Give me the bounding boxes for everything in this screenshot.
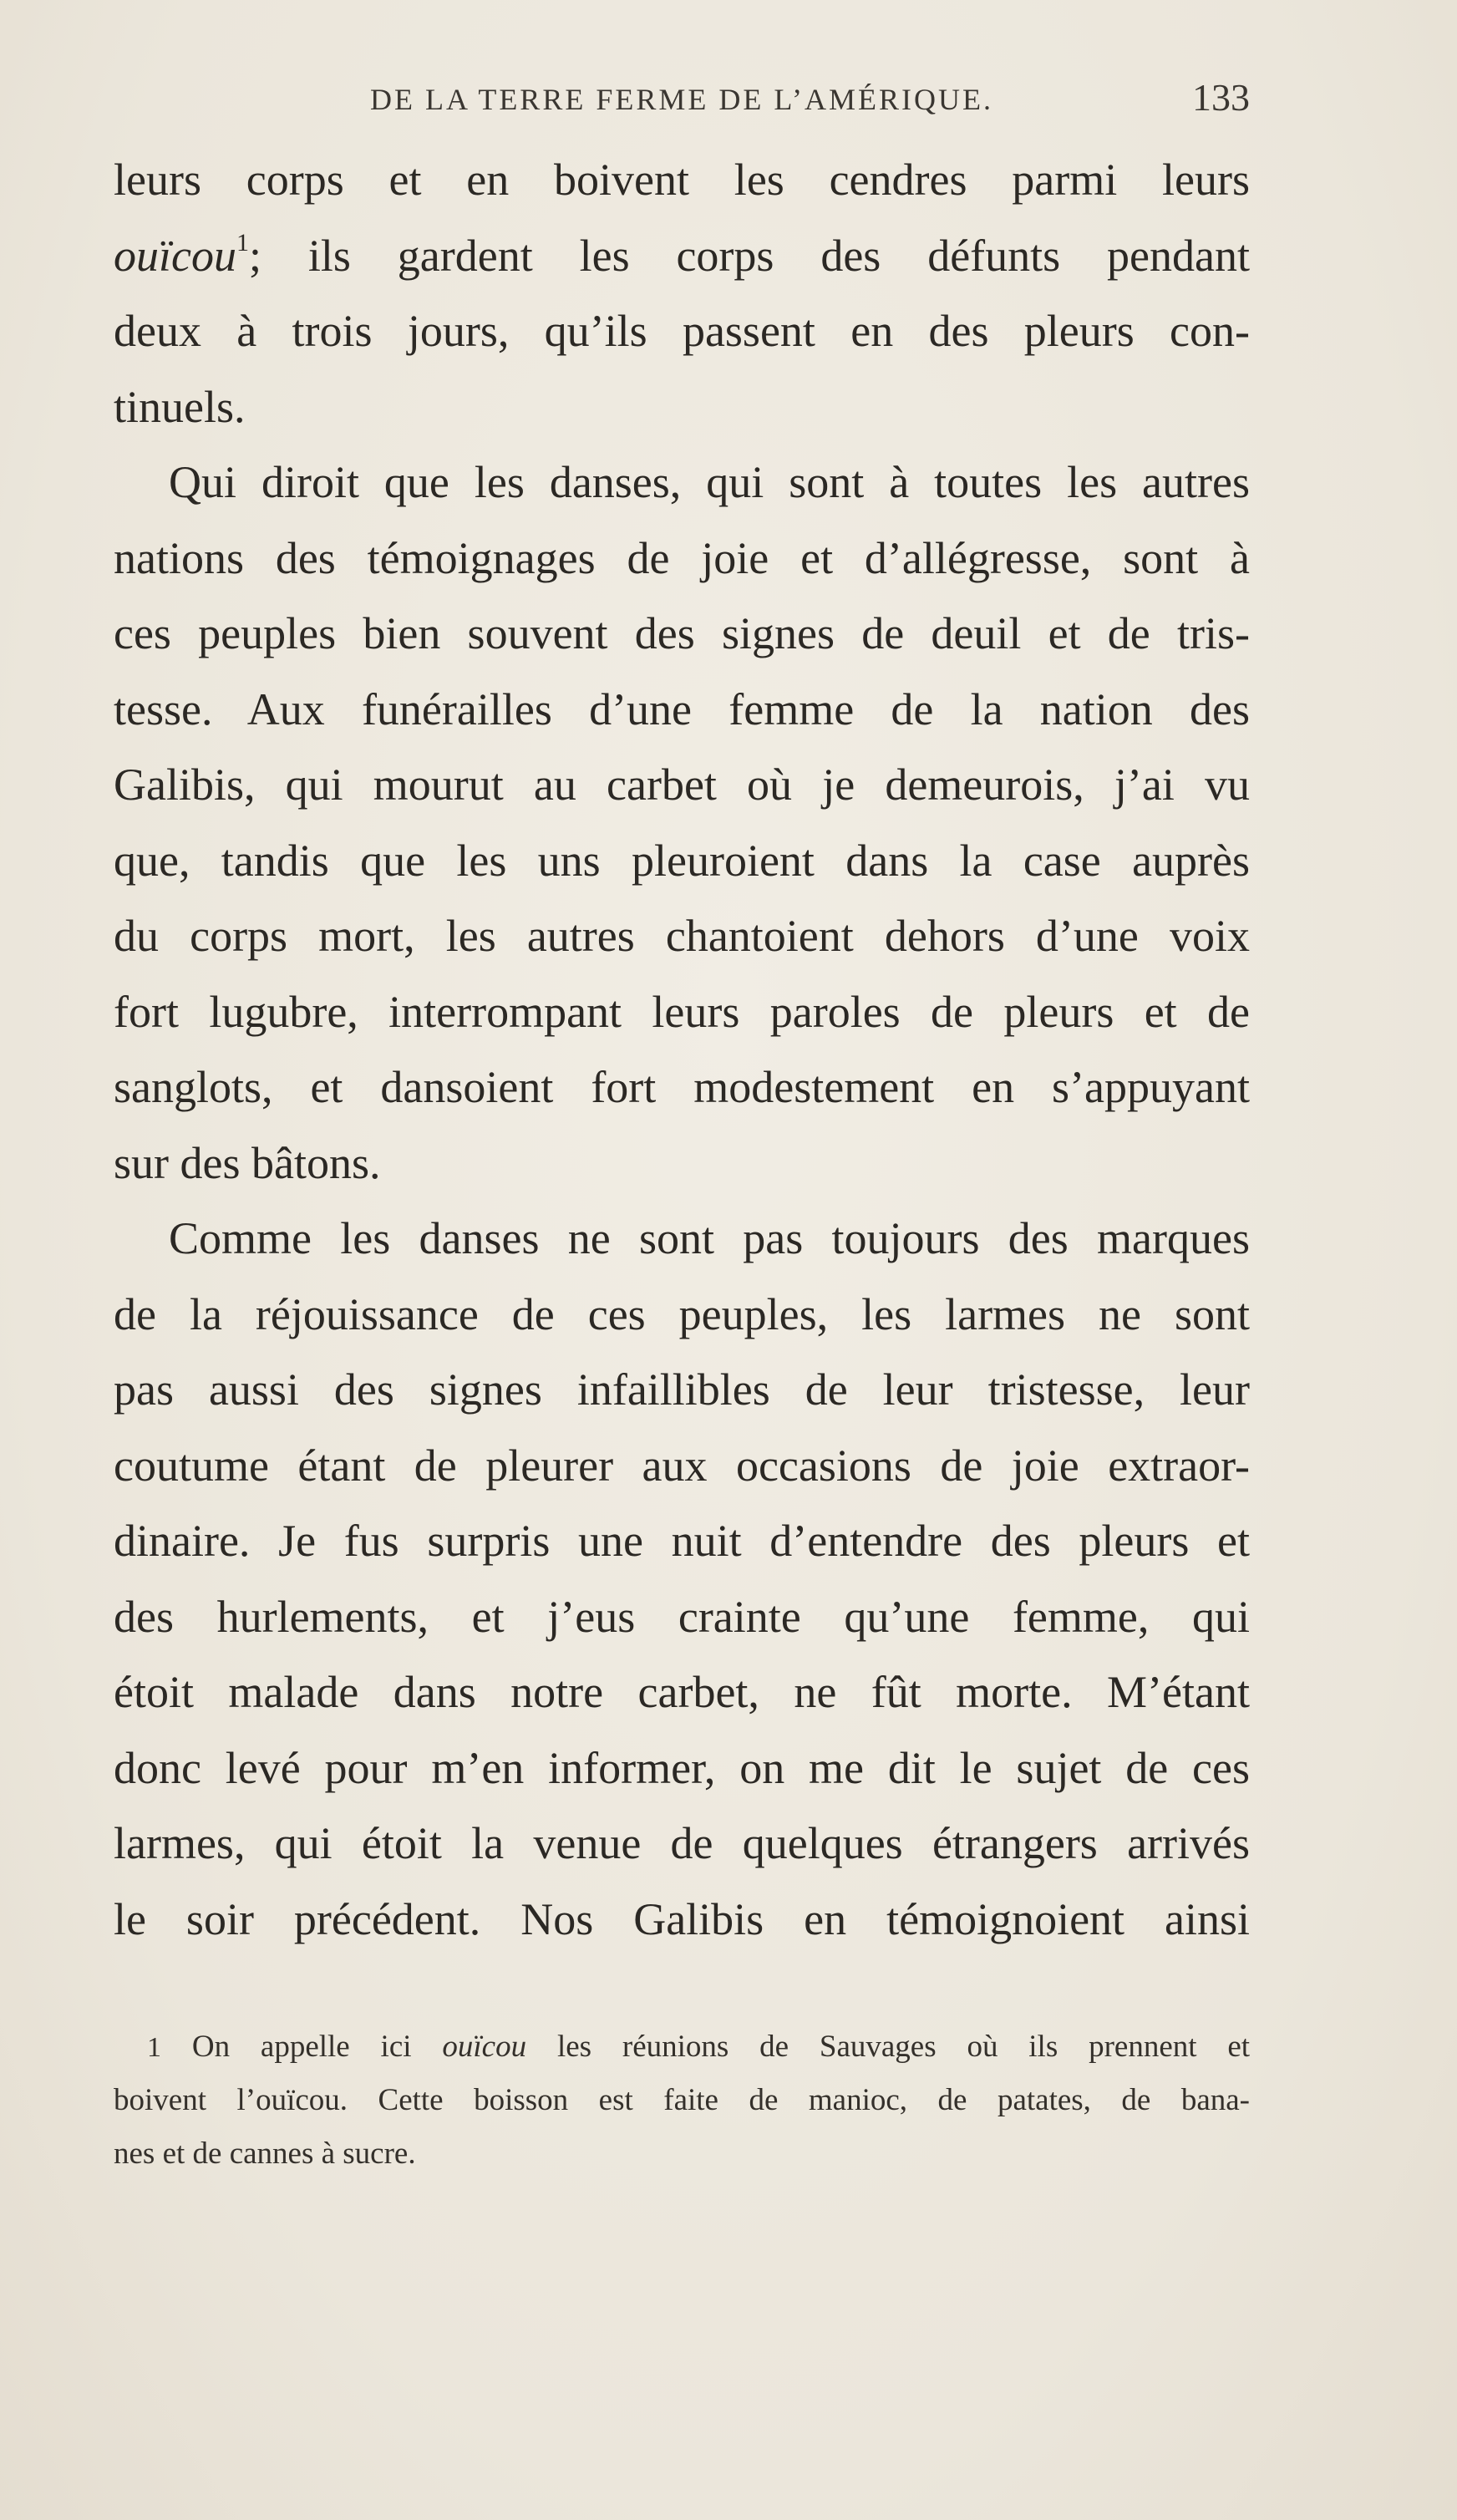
text-line: que, tandis que les uns pleuroient dans la case auprès xyxy=(114,835,1250,886)
text-line: sanglots, et dansoient fort modestement en s’appuyant xyxy=(114,1062,1250,1112)
text-line: tinuels. xyxy=(114,381,246,432)
footnote-line: nes et de cannes à sucre. xyxy=(114,2136,416,2171)
footnote-ref: 1 xyxy=(236,228,249,257)
text-line: Comme les danses ne sont pas toujours des marques xyxy=(169,1213,1250,1263)
text-line: des hurlements, et j’eus crainte qu’une femme, qui xyxy=(114,1591,1250,1642)
text-segment: les réunions de Sauvages où ils prennent et xyxy=(556,2030,1251,2064)
text-line: dinaire. Je fus surpris une nuit d’entendre des pleurs et xyxy=(114,1516,1250,1566)
text-line: de la réjouissance de ces peuples, les larmes ne sont xyxy=(114,1288,1250,1339)
footnote-number: 1 xyxy=(147,2032,161,2063)
footnotes xyxy=(114,2020,1250,2181)
running-head xyxy=(114,74,1250,124)
text-line: tesse. Aux funérailles d’une femme de la nation des xyxy=(114,683,1250,734)
text-line xyxy=(114,218,1250,294)
text-line: donc levé pour m’en informer, on me dit le sujet de ces xyxy=(114,1742,1250,1793)
text-segment: ; ils gardent les corps des défunts pendant xyxy=(248,230,1250,281)
footnote-line: boivent l’ouïcou. Cette boisson est faite de manioc, de patates, de bana- xyxy=(114,2083,1250,2117)
text-line: Qui diroit que les danses, qui sont à toutes les autres xyxy=(169,457,1250,507)
page-number: 133 xyxy=(1192,76,1250,119)
text-line: ces peuples bien souvent des signes de deuil et de tris- xyxy=(114,608,1250,658)
text-line: coutume étant de pleurer aux occasions de joie extraor- xyxy=(114,1440,1250,1491)
text-line: larmes, qui étoit la venue de quelques étrangers arrivés xyxy=(114,1818,1250,1868)
text-line: pas aussi des signes infaillibles de leur tristesse, leur xyxy=(114,1364,1250,1415)
text-line: nations des témoignages de joie et d’allégresse, sont à xyxy=(114,532,1250,583)
footnote-line xyxy=(114,2020,1250,2074)
italic-term: ouïcou xyxy=(114,230,236,281)
text-line: le soir précédent. Nos Galibis en témoignoient ainsi xyxy=(114,1893,1250,1944)
text-line: fort lugubre, interrompant leurs paroles de pleurs et de xyxy=(114,986,1250,1037)
text-line: leurs corps et en boivent les cendres parmi leurs xyxy=(114,155,1250,205)
text-line: deux à trois jours, qu’ils passent en des pleurs con- xyxy=(114,306,1250,356)
body-text xyxy=(114,142,1250,1957)
text-line: étoit malade dans notre carbet, ne fût morte. M’étant xyxy=(114,1667,1250,1717)
running-title: DE LA TERRE FERME DE L’AMÉRIQUE. xyxy=(369,83,993,116)
text-line: Galibis, qui mourut au carbet où je demeurois, j’ai vu xyxy=(114,760,1250,810)
text-segment: On appelle ici xyxy=(191,2030,412,2064)
text-line: du corps mort, les autres chantoient dehors d’une voix xyxy=(114,911,1250,961)
italic-term: ouïcou xyxy=(442,2030,527,2064)
text-line: sur des bâtons. xyxy=(114,1137,381,1188)
